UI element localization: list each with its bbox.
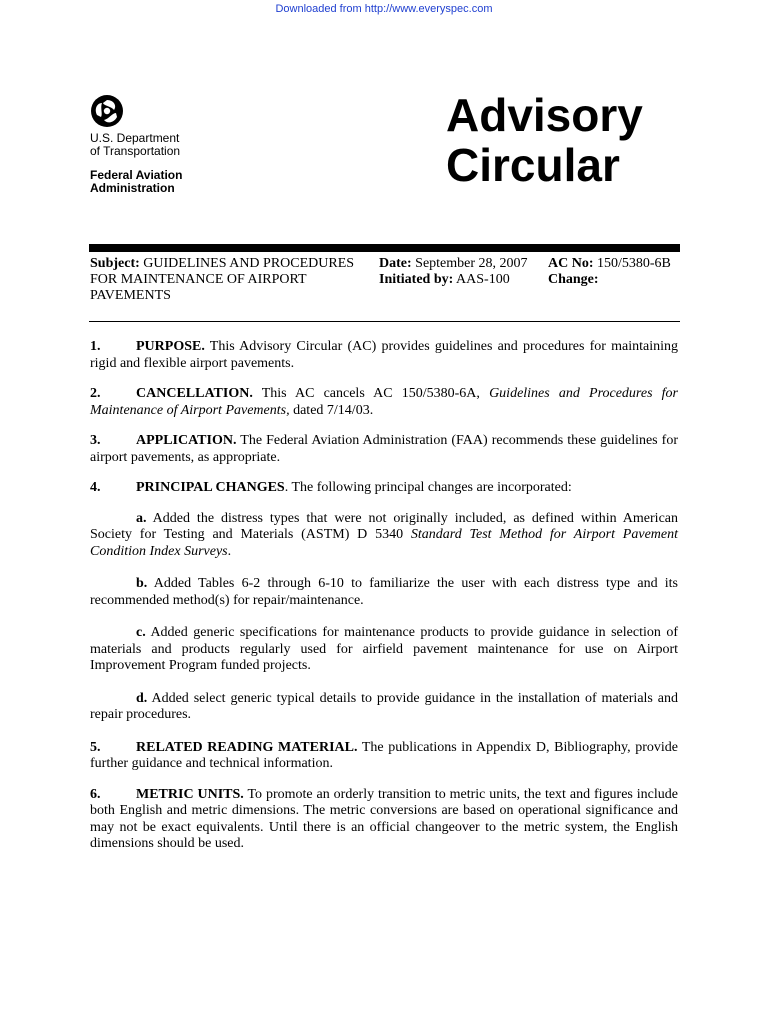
initiated-by-label: Initiated by: <box>379 272 454 287</box>
section-text: The publications in Appendix D, Bibliography, provide further guidance and technical information. <box>90 739 678 771</box>
item-label: d. <box>136 690 148 706</box>
item-label: c. <box>136 625 146 640</box>
ac-number-label: AC No: <box>548 256 594 271</box>
section-text-end: dated 7/14/03. <box>293 402 374 418</box>
section-heading: PURPOSE. <box>136 339 205 354</box>
item-label: a. <box>136 510 147 526</box>
section-text: To promote an orderly transition to metric units, the text and figures include both English and metric dimensions. The metric conversions are based on operational significance and may not be exact equivalents. Until there is an official changeover to the metric system, the English dimensions should be used. <box>90 786 678 851</box>
subject-block <box>90 256 365 304</box>
section-text: The Federal Aviation Administration (FAA) recommends these guidelines for airport pavements, as appropriate. <box>90 433 678 465</box>
section-number: 6. <box>90 786 101 802</box>
date-label: Date: <box>379 256 412 271</box>
item-text: Added the distress types that were not originally included, as defined within American Society for Testing and Materials (ASTM) D 5340 <box>90 510 678 542</box>
item-label: b. <box>136 576 148 591</box>
header-thick-divider <box>89 244 680 252</box>
cancelled-document-title: Guidelines and Procedures for Maintenance of Airport Pavements, <box>90 386 678 418</box>
department-name <box>90 132 180 158</box>
document-body <box>90 339 678 867</box>
department-line-2: of Transportation <box>90 144 181 158</box>
astm-standard-title: Standard Test Method for Airport Pavement Condition Index Surveys <box>90 527 678 559</box>
section-heading: METRIC UNITS. <box>136 786 244 802</box>
section-text: This AC cancels AC 150/5380-6A, <box>261 386 480 401</box>
section-heading: RELATED READING MATERIAL. <box>136 739 358 755</box>
department-line-1: U.S. Department <box>90 131 180 145</box>
change-item-b <box>90 576 678 609</box>
section-number: 5. <box>90 739 101 755</box>
download-source-link[interactable]: Downloaded from http://www.everyspec.com <box>275 3 493 15</box>
section-related-reading <box>90 740 678 773</box>
agency-line-2: Administration <box>90 181 175 195</box>
change-item-a <box>90 511 678 561</box>
section-cancellation <box>90 386 678 419</box>
header-thin-divider <box>89 321 680 322</box>
item-text: Added generic specifications for maintenance products to provide guidance in selection of materials and products regularly used for airfield pavement maintenance for use on Airport Improvement Program funded projects. <box>90 625 679 673</box>
ac-number-value: 150/5380-6B <box>597 256 671 271</box>
subject-label: Subject: <box>90 256 140 271</box>
section-purpose <box>90 339 678 372</box>
section-application <box>90 433 678 466</box>
section-number: 2. <box>90 386 101 401</box>
section-number: 3. <box>90 433 101 448</box>
initiated-by-value: AAS-100 <box>456 272 510 287</box>
subject-text: GUIDELINES AND PROCEDURES FOR MAINTENANCE OF AIRPORT PAVEMENTS <box>90 256 355 303</box>
date-block <box>379 256 544 288</box>
section-number: 4. <box>90 480 101 495</box>
ac-number-block <box>548 256 680 288</box>
section-text: . The following principal changes are incorporated: <box>284 480 572 495</box>
title-line-1: Advisory <box>446 89 643 141</box>
agency-name <box>90 169 182 195</box>
item-text: Added select generic typical details to provide guidance in the installation of materials and repair procedures. <box>90 690 679 722</box>
item-text-end: . <box>227 543 232 559</box>
section-heading: CANCELLATION. <box>136 386 253 401</box>
section-metric-units <box>90 787 678 853</box>
section-number: 1. <box>90 339 101 354</box>
section-heading: PRINCIPAL CHANGES <box>136 480 285 495</box>
item-text: Added Tables 6-2 through 6-10 to familiarize the user with each distress type and its recommended method(s) for repair/maintenance. <box>90 576 679 608</box>
document-type-title <box>446 90 643 190</box>
agency-line-1: Federal Aviation <box>90 168 183 182</box>
section-principal-changes <box>90 480 678 497</box>
date-value: September 28, 2007 <box>415 256 528 271</box>
title-line-2: Circular <box>446 139 620 191</box>
section-heading: APPLICATION. <box>136 433 237 448</box>
change-item-c <box>90 625 678 675</box>
dot-triskelion-logo-icon <box>90 94 124 128</box>
section-text: This Advisory Circular (AC) provides guidelines and procedures for maintaining rigid and flexible airport pavements. <box>90 339 678 371</box>
change-item-d <box>90 691 678 724</box>
change-label: Change: <box>548 272 599 287</box>
